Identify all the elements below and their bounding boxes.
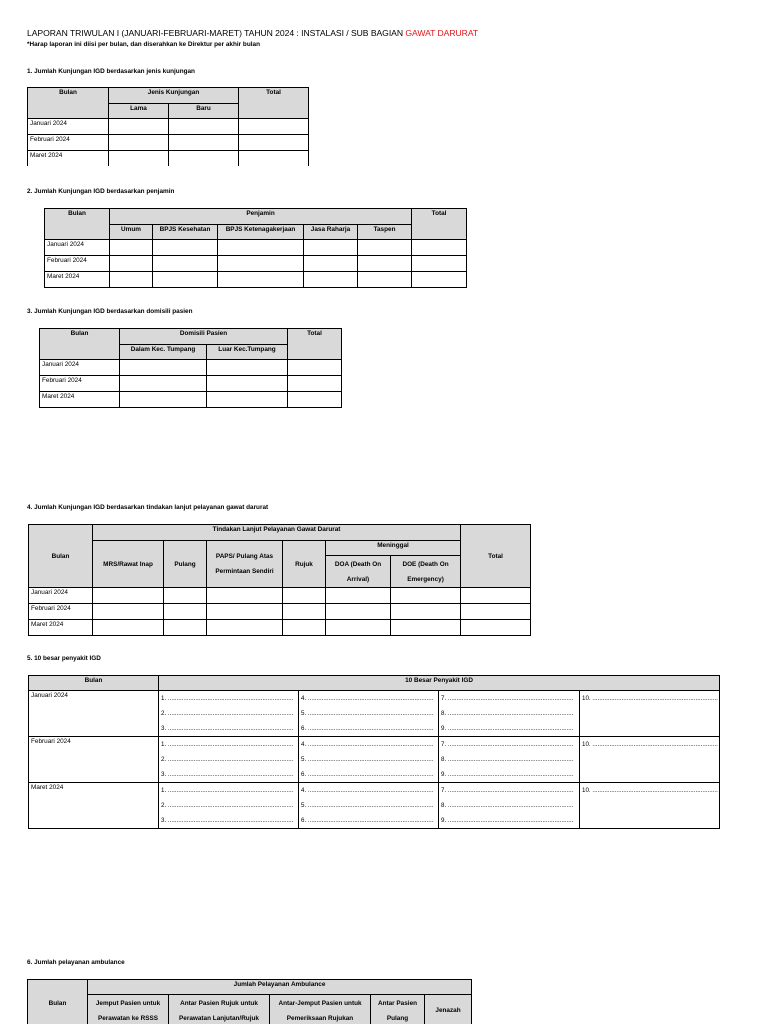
input-cell[interactable] — [391, 588, 461, 604]
s4-paps-line2: Permintaan Sendiri — [215, 568, 274, 575]
disease-line[interactable]: 8. ......................................................................... — [441, 802, 574, 809]
disease-col-1 — [159, 783, 299, 829]
input-cell[interactable] — [304, 256, 358, 272]
s6-antar-jemput-line1: Antar-Jemput Pasien untuk — [278, 999, 362, 1007]
table-row — [40, 392, 342, 408]
section-6-heading: 6. Jumlah pelayanan ambulance — [27, 959, 125, 966]
s4-doa-line1: DOA (Death On — [334, 560, 382, 568]
s2-col-bulan: Bulan — [45, 209, 110, 240]
s2-col-total: Total — [412, 209, 467, 240]
input-cell[interactable] — [358, 256, 412, 272]
month-cell: Januari 2024 — [29, 691, 159, 737]
disease-col-2 — [299, 691, 439, 737]
s1-col-lama: Lama — [109, 104, 169, 119]
table-row — [29, 620, 531, 636]
s5-col-group: 10 Besar Penyakit IGD — [159, 676, 720, 691]
s6-antar-rujuk-line1: Antar Pasien Rujuk untuk — [180, 999, 258, 1007]
s2-col-group: Penjamin — [110, 209, 412, 225]
s1-col-total: Total — [239, 88, 309, 119]
input-cell[interactable] — [288, 360, 342, 376]
disease-col-2 — [299, 737, 439, 783]
s1-col-baru: Baru — [169, 104, 239, 119]
s3-col-dalam: Dalam Kec. Tumpang — [120, 345, 207, 360]
disease-col-4 — [580, 737, 720, 783]
section-3-table — [39, 328, 342, 408]
s6-col-jemput — [88, 995, 169, 1024]
input-cell[interactable] — [304, 240, 358, 256]
disease-line[interactable]: 5. ......................................................................... — [301, 756, 434, 763]
table-row — [45, 240, 467, 256]
disease-line[interactable]: 9. ......................................................................... — [441, 817, 574, 824]
input-cell[interactable] — [326, 620, 391, 636]
disease-line[interactable]: 3. ......................................................................... — [161, 817, 294, 824]
disease-line[interactable]: 5. ......................................................................... — [301, 802, 434, 809]
s4-doe-line2: Emergency) — [407, 575, 444, 583]
s6-antar-pulang-line2: Pulang — [386, 1014, 409, 1022]
report-title-main: LAPORAN TRIWULAN I (JANUARI-FEBRUARI-MARET) TAHUN 2024 : INSTALASI / SUB BAGIAN — [27, 28, 406, 38]
s2-col-umum: Umum — [110, 225, 153, 240]
disease-line[interactable]: 4. ......................................................................... — [301, 787, 434, 794]
report-note: *Harap laporan ini diisi per bulan, dan diserahkan ke Direktur per akhir bulan — [27, 41, 260, 48]
table-row — [29, 588, 531, 604]
disease-line[interactable]: 7. ......................................................................... — [441, 741, 574, 748]
s2-col-bpjs-ketenagakerjaan: BPJS Ketenagakerjaan — [218, 225, 304, 240]
s3-col-luar: Luar Kec.Tumpang — [207, 345, 288, 360]
input-cell[interactable] — [461, 620, 531, 636]
month-cell: Februari 2024 — [29, 604, 93, 620]
table-row — [45, 256, 467, 272]
s6-col-jenazah: Jenazah — [425, 995, 472, 1024]
input-cell[interactable] — [120, 360, 207, 376]
input-cell[interactable] — [461, 604, 531, 620]
month-cell: Januari 2024 — [40, 360, 120, 376]
table-row — [29, 604, 531, 620]
input-cell[interactable] — [326, 588, 391, 604]
s2-col-jasa-raharja: Jasa Raharja — [304, 225, 358, 240]
month-cell: Maret 2024 — [29, 620, 93, 636]
input-cell[interactable] — [391, 604, 461, 620]
section-3-heading: 3. Jumlah Kunjungan IGD berdasarkan domisili pasien — [27, 308, 193, 315]
disease-line[interactable]: 8. ......................................................................... — [441, 756, 574, 763]
input-cell[interactable] — [304, 272, 358, 288]
disease-col-3 — [439, 691, 580, 737]
table-row — [28, 135, 309, 151]
input-cell[interactable] — [110, 240, 153, 256]
input-cell[interactable] — [218, 240, 304, 256]
input-cell[interactable] — [288, 376, 342, 392]
input-cell[interactable] — [283, 604, 326, 620]
disease-col-4 — [580, 783, 720, 829]
table-row — [29, 691, 720, 737]
input-cell[interactable] — [207, 376, 288, 392]
s6-col-bulan: Bulan — [28, 980, 88, 1024]
s2-col-bpjs-kesehatan: BPJS Kesehatan — [153, 225, 218, 240]
section-5-table — [28, 675, 720, 829]
input-cell[interactable] — [169, 135, 239, 151]
s6-antar-pulang-line1: Antar Pasien — [377, 999, 418, 1007]
s4-doe-line1: DOE (Death On — [402, 560, 449, 568]
disease-line[interactable]: 10. ......................................................................... — [582, 787, 718, 794]
input-cell[interactable] — [288, 392, 342, 408]
s6-col-antar-pulang — [371, 995, 425, 1024]
input-cell[interactable] — [358, 272, 412, 288]
disease-line[interactable]: 7. ......................................................................... — [441, 695, 574, 702]
input-cell[interactable] — [153, 272, 218, 288]
table-row — [28, 119, 309, 135]
input-cell[interactable] — [110, 272, 153, 288]
s3-col-total: Total — [288, 329, 342, 360]
s4-col-pulang: Pulang — [164, 541, 207, 588]
section-2-table — [44, 208, 467, 288]
month-cell: Februari 2024 — [28, 135, 109, 151]
disease-line[interactable]: 1. ......................................................................... — [161, 695, 294, 702]
input-cell[interactable] — [110, 256, 153, 272]
input-cell[interactable] — [283, 620, 326, 636]
input-cell[interactable] — [109, 135, 169, 151]
input-cell[interactable] — [239, 135, 309, 151]
disease-line[interactable]: 10. ......................................................................... — [582, 695, 718, 702]
section-1-heading: 1. Jumlah Kunjungan IGD berdasarkan jenis kunjungan — [27, 68, 195, 75]
input-cell[interactable] — [412, 272, 467, 288]
input-cell[interactable] — [153, 256, 218, 272]
table-row — [29, 783, 720, 829]
s2-col-taspen: Taspen — [358, 225, 412, 240]
disease-line[interactable]: 6. ......................................................................... — [301, 725, 434, 732]
section-2-heading: 2. Jumlah Kunjungan IGD berdasarkan penjamin — [27, 188, 175, 195]
s4-col-rujuk: Rujuk — [283, 541, 326, 588]
month-cell: Februari 2024 — [40, 376, 120, 392]
s5-col-bulan: Bulan — [29, 676, 159, 691]
disease-line[interactable]: 3. ......................................................................... — [161, 771, 294, 778]
table-row — [40, 376, 342, 392]
s6-antar-jemput-line2: Pemeriksaan Rujukan — [286, 1014, 354, 1022]
disease-line[interactable]: 5. ......................................................................... — [301, 710, 434, 717]
input-cell[interactable] — [239, 119, 309, 135]
month-cell: Maret 2024 — [40, 392, 120, 408]
s4-col-doa — [326, 556, 391, 588]
input-cell[interactable] — [218, 256, 304, 272]
disease-line[interactable]: 2. ......................................................................... — [161, 710, 294, 717]
input-cell[interactable] — [93, 588, 164, 604]
disease-line[interactable]: 2. ......................................................................... — [161, 756, 294, 763]
s6-jemput-line1: Jemput Pasien untuk — [95, 999, 161, 1007]
s1-col-group: Jenis Kunjungan — [109, 88, 239, 104]
table-row — [45, 272, 467, 288]
s1-col-bulan: Bulan — [28, 88, 109, 119]
month-cell: Januari 2024 — [29, 588, 93, 604]
input-cell[interactable] — [109, 151, 169, 167]
section-4-table — [28, 524, 531, 636]
s6-col-antar-jemput — [270, 995, 371, 1024]
s4-col-bulan: Bulan — [29, 525, 93, 588]
table-row — [40, 360, 342, 376]
disease-col-3 — [439, 783, 580, 829]
s4-col-meninggal: Meninggal — [326, 541, 461, 556]
table-row — [28, 151, 309, 167]
input-cell[interactable] — [169, 151, 239, 167]
input-cell[interactable] — [207, 392, 288, 408]
s6-jemput-line2: Perawatan ke RSSS — [97, 1014, 159, 1022]
disease-line[interactable]: 10. ......................................................................... — [582, 741, 718, 748]
input-cell[interactable] — [207, 360, 288, 376]
input-cell[interactable] — [120, 376, 207, 392]
section-6-table-wrap — [26, 978, 476, 1024]
s6-col-group: Jumlah Pelayanan Ambulance — [88, 980, 472, 995]
s6-col-antar-rujuk — [169, 995, 270, 1024]
report-title — [27, 28, 478, 38]
input-cell[interactable] — [164, 604, 207, 620]
disease-line[interactable]: 4. ......................................................................... — [301, 695, 434, 702]
disease-line[interactable]: 1. ......................................................................... — [161, 787, 294, 794]
month-cell: Januari 2024 — [45, 240, 110, 256]
disease-col-1 — [159, 737, 299, 783]
input-cell[interactable] — [207, 604, 283, 620]
month-cell: Februari 2024 — [45, 256, 110, 272]
input-cell[interactable] — [164, 588, 207, 604]
month-cell: Maret 2024 — [45, 272, 110, 288]
section-5-heading: 5. 10 besar penyakit IGD — [27, 655, 101, 662]
disease-line[interactable]: 3. ......................................................................... — [161, 725, 294, 732]
input-cell[interactable] — [239, 151, 309, 167]
month-cell: Januari 2024 — [28, 119, 109, 135]
s4-col-total: Total — [461, 525, 531, 588]
input-cell[interactable] — [218, 272, 304, 288]
input-cell[interactable] — [109, 119, 169, 135]
input-cell[interactable] — [391, 620, 461, 636]
section-4-heading: 4. Jumlah Kunjungan IGD berdasarkan tindakan lanjut pelayanan gawat darurat — [27, 504, 269, 511]
input-cell[interactable] — [164, 620, 207, 636]
s3-col-group: Domisili Pasien — [120, 329, 288, 345]
disease-col-1 — [159, 691, 299, 737]
disease-line[interactable]: 7. ......................................................................... — [441, 787, 574, 794]
s4-paps-line1: PAPS/ Pulang Atas — [215, 553, 274, 560]
section-6-table — [27, 979, 472, 1024]
month-cell: Februari 2024 — [29, 737, 159, 783]
disease-line[interactable]: 8. ......................................................................... — [441, 710, 574, 717]
disease-col-2 — [299, 783, 439, 829]
s4-col-paps — [207, 541, 283, 588]
section-1-table — [27, 87, 309, 166]
input-cell[interactable] — [283, 588, 326, 604]
input-cell[interactable] — [412, 240, 467, 256]
section-1-table-wrap — [26, 86, 311, 166]
disease-line[interactable]: 6. ......................................................................... — [301, 817, 434, 824]
month-cell: Maret 2024 — [29, 783, 159, 829]
disease-col-3 — [439, 737, 580, 783]
input-cell[interactable] — [412, 256, 467, 272]
s4-col-mrs: MRS/Rawat Inap — [93, 541, 164, 588]
s3-col-bulan: Bulan — [40, 329, 120, 360]
s4-col-group: Tindakan Lanjut Pelayanan Gawat Darurat — [93, 525, 461, 541]
disease-col-4 — [580, 691, 720, 737]
input-cell[interactable] — [461, 588, 531, 604]
disease-line[interactable]: 2. ......................................................................... — [161, 802, 294, 809]
input-cell[interactable] — [326, 604, 391, 620]
input-cell[interactable] — [120, 392, 207, 408]
disease-line[interactable]: 1. ......................................................................... — [161, 741, 294, 748]
s6-antar-rujuk-line2: Perawatan Lanjutan/Rujuk — [179, 1014, 259, 1022]
input-cell[interactable] — [358, 240, 412, 256]
input-cell[interactable] — [93, 604, 164, 620]
s4-doa-line2: Arrival) — [346, 575, 370, 583]
input-cell[interactable] — [169, 119, 239, 135]
input-cell[interactable] — [153, 240, 218, 256]
input-cell[interactable] — [207, 620, 283, 636]
s4-col-doe — [391, 556, 461, 588]
disease-line[interactable]: 9. ......................................................................... — [441, 725, 574, 732]
month-cell: Maret 2024 — [28, 151, 109, 167]
input-cell[interactable] — [93, 620, 164, 636]
report-title-highlight: GAWAT DARURAT — [405, 28, 479, 38]
disease-line[interactable]: 9. ......................................................................... — [441, 771, 574, 778]
disease-line[interactable]: 4. ......................................................................... — [301, 741, 434, 748]
disease-line[interactable]: 6. ......................................................................... — [301, 771, 434, 778]
input-cell[interactable] — [207, 588, 283, 604]
table-row — [29, 737, 720, 783]
